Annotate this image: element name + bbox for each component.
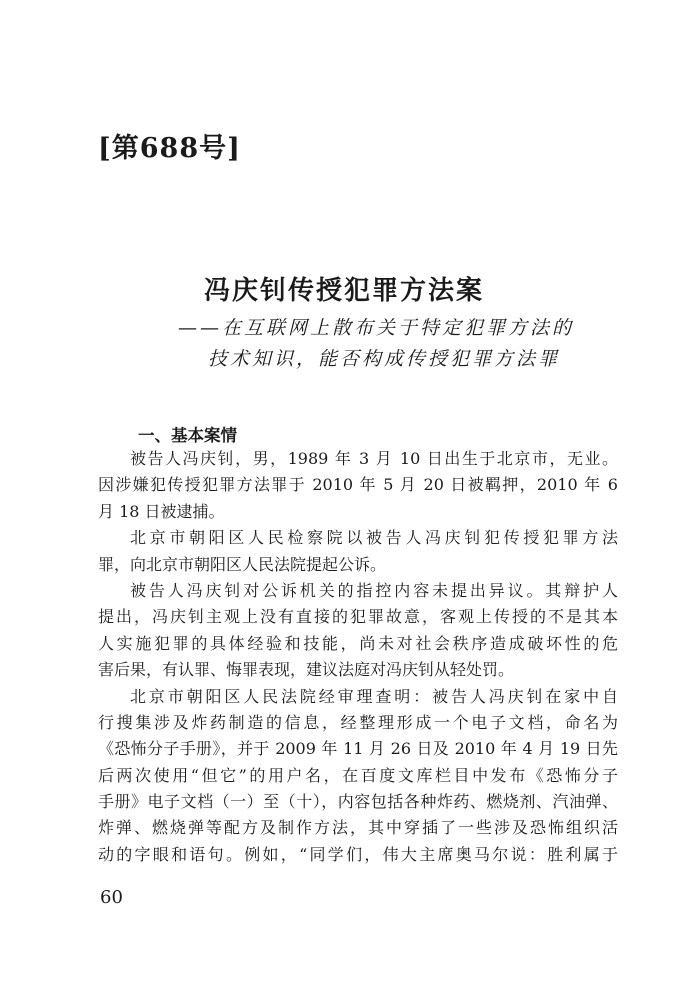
body-line: 害后果，有认罪、悔罪表现，建议法庭对冯庆钊从轻处罚。 [98,660,515,680]
body-line: 行搜集涉及炸药制造的信息，经整理形成一个电子文档，命名为 [98,712,618,732]
body-line: 北京市朝阳区人民检察院以被告人冯庆钊犯传授犯罪方法 [130,528,618,548]
case-number: [第688号] [98,133,241,164]
case-title: 冯庆钊传授犯罪方法案 [203,276,484,306]
body-line: 被告人冯庆钊，男，1989 年 3 月 10 日出生于北京市，无业。 [130,449,618,468]
section-heading: 一、基本案情 [138,426,237,445]
body-line: 手册》电子文档（一）至（十），内容包括各种炸药、燃烧剂、汽油弹、 [98,792,618,812]
body-line: 北京市朝阳区人民法院经审理查明：被告人冯庆钊在家中自 [130,686,618,706]
body-line: 炸弹、燃烧弹等配方及制作方法，其中穿插了一些涉及恐怖组织活 [98,818,618,838]
body-line: 月 18 日被逮捕。 [98,501,225,521]
body-line: 人实施犯罪的具体经验和技能，尚未对社会秩序造成破坏性的危 [98,633,618,653]
body-line: 被告人冯庆钊对公诉机关的指控内容未提出异议。其辩护人 [130,580,618,600]
page-number: 60 [100,887,123,908]
body-text [98,446,618,868]
body-line: 提出，冯庆钊主观上没有直接的犯罪故意，客观上传授的不是其本 [98,607,618,627]
body-line: 罪，向北京市朝阳区人民法院提起公诉。 [98,554,387,574]
body-line: 《恐怖分子手册》，并于 2009 年 11 月 26 日及 2010 年 4 月 19 日先 [98,739,618,759]
body-line: 动的字眼和语句。例如，“同学们，伟大主席奥马尔说：胜利属于 [98,844,618,864]
case-subtitle-line-2: 技术知识，能否构成传授犯罪方法罪 [208,348,561,370]
body-line: 因涉嫌犯传授犯罪方法罪于 2010 年 5 月 20 日被羁押，2010 年 6 [98,475,618,495]
body-line: 后两次使用“但它”的用户名，在百度文库栏目中发布《恐怖分子 [98,765,618,785]
case-subtitle-line-1: ——在互联网上散布关于特定犯罪方法的 [178,317,575,339]
